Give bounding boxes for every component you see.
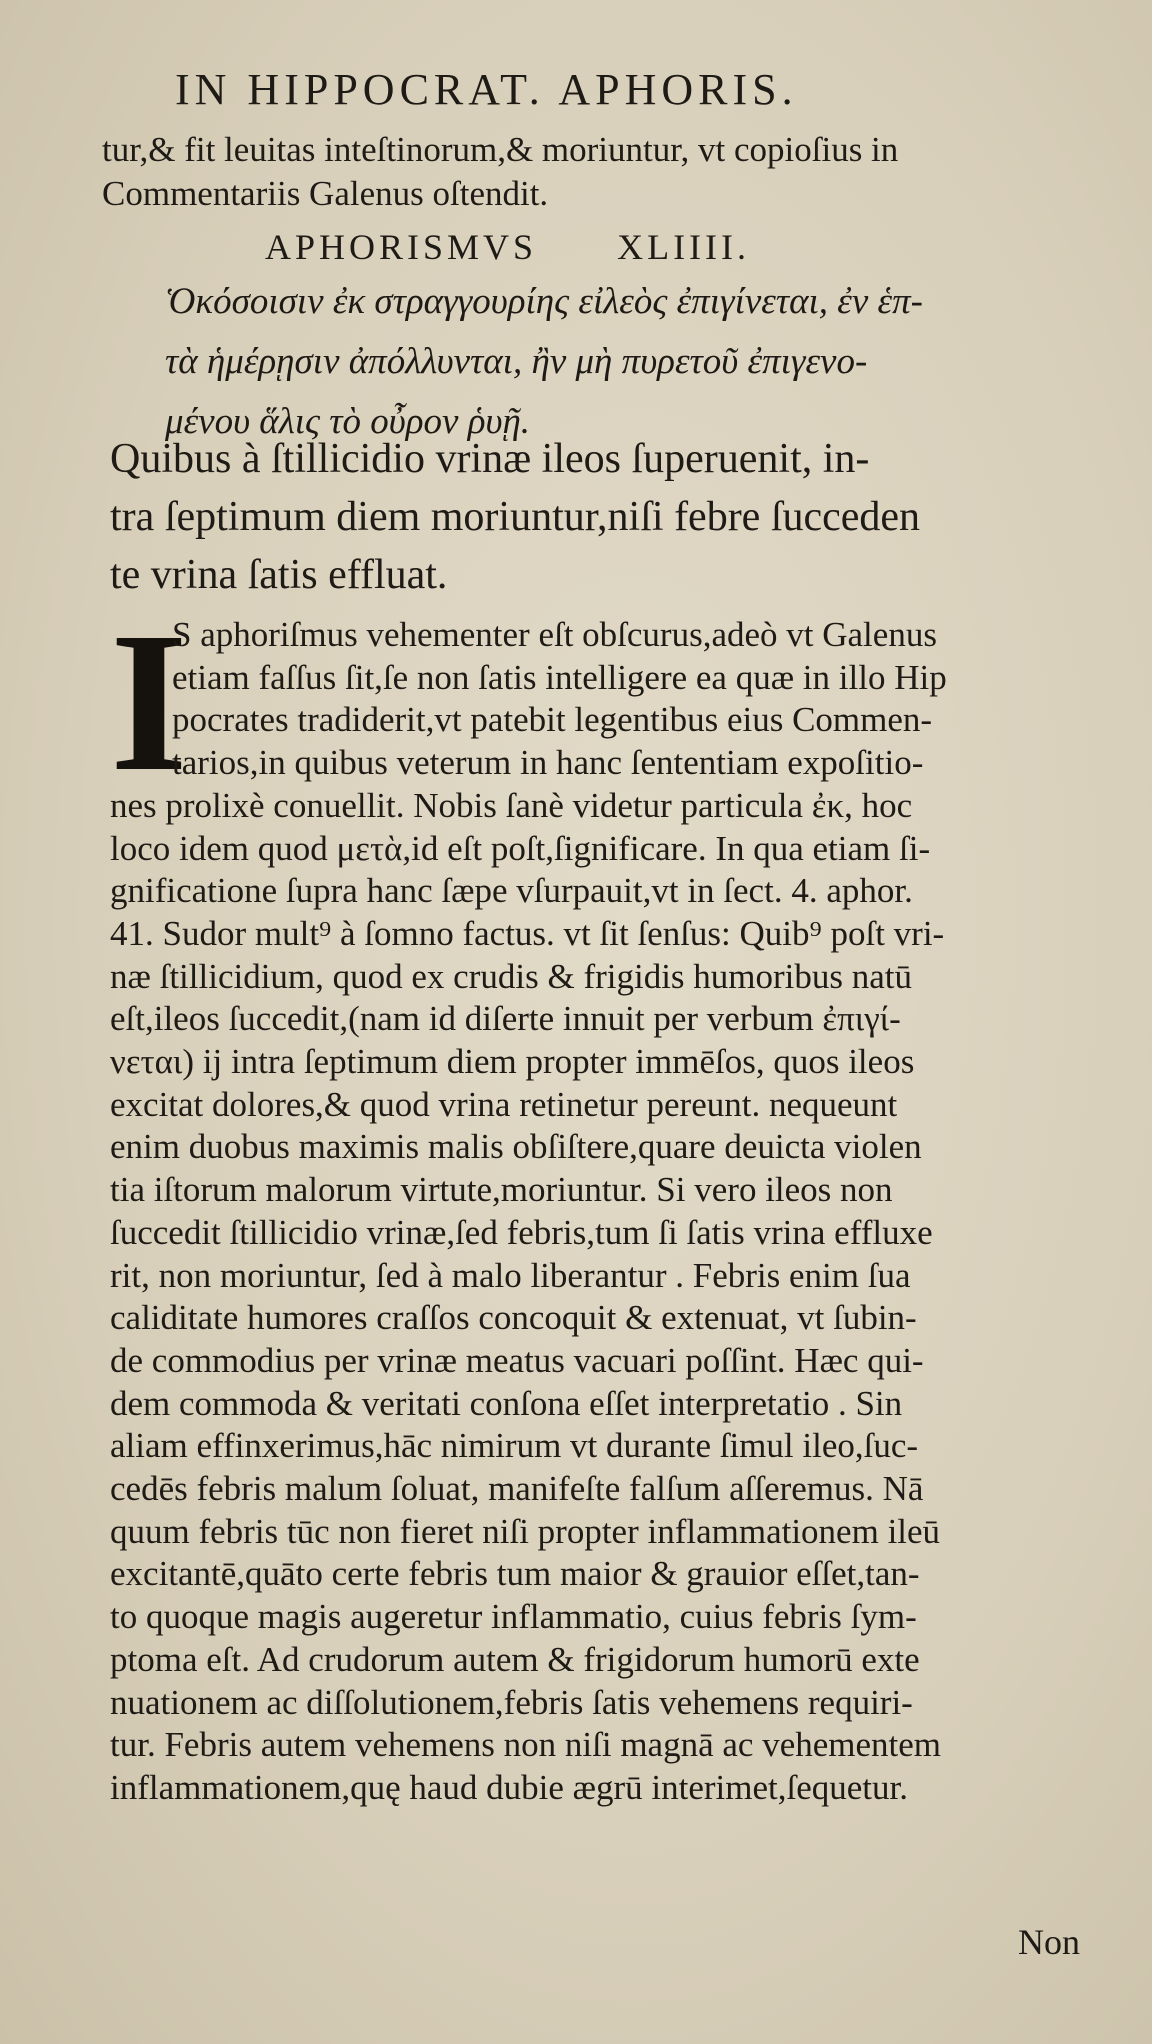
commentary-line: caliditate humores craſſos concoquit & extenuat, vt ſubin- — [110, 1298, 917, 1338]
commentary-line: tarios,in quibus veterum in hanc ſententiam expoſitio- — [172, 743, 924, 783]
commentary-line: loco idem quod μετὰ,id eſt poſt,ſignificare. In qua etiam ſi- — [110, 828, 931, 868]
commentary-line: enim duobus maximis malis obſiſtere,quare deuicta violen — [110, 1127, 922, 1167]
commentary-line: excitantē,quāto certe febris tum maior & grauior eſſet,tan- — [110, 1554, 920, 1594]
commentary-line: quum febris tūc non fieret niſi propter inflammationem ileū — [110, 1511, 941, 1551]
greek-line: Ὁκόσοισιν ἐκ στραγγουρίης εἰλεὸς ἐπιγίνεται, ἐν ἑπ- — [165, 281, 923, 322]
commentary-line: ptoma eſt. Ad crudorum autem & frigidorum humorū exte — [110, 1639, 920, 1679]
commentary — [110, 614, 1092, 1810]
commentary-line: nuationem ac diſſolutionem,febris ſatis vehemens requiri- — [110, 1682, 913, 1722]
commentary-line: de commodius per vrinæ meatus vacuari poſſint. Hæc qui- — [110, 1340, 924, 1380]
aphorism-label: APHORISMVS — [265, 227, 538, 267]
commentary-line: 41. Sudor mult⁹ à ſomno factus. vt ſit ſenſus: Quib⁹ poſt vri- — [110, 913, 945, 953]
greek-line: μένου ἅλις τὸ οὖρον ῥυῇ. — [165, 401, 531, 442]
commentary-line: eſt,ileos ſuccedit,(nam id diſerte innuit per verbum ἐπιγί- — [110, 999, 901, 1039]
latin-line: Quibus à ſtillicidio vrinæ ileos ſuperuenit, in- — [110, 436, 870, 482]
commentary-line: inflammationem,quę haud dubie ægrū interimet,ſequetur. — [110, 1767, 908, 1807]
latin-line: te vrina ſatis effluat. — [110, 552, 448, 598]
commentary-line: S aphoriſmus vehementer eſt obſcurus,adeò vt Galenus — [172, 615, 937, 654]
commentary-line: ſuccedit ſtillicidio vrinæ,ſed febris,tum ſi ſatis vrina effluxe — [110, 1212, 933, 1252]
latin-aphorism — [110, 430, 1110, 604]
aphorism-heading — [265, 222, 1045, 272]
aphorism-number: XLIIII. — [617, 227, 751, 267]
commentary-line: dem commoda & veritati conſona eſſet interpretatio . Sin — [110, 1383, 903, 1423]
commentary-line: etiam faſſus ſit,ſe non ſatis intelligere ea quæ in illo Hip — [172, 657, 947, 697]
commentary-line: excitat dolores,& quod vrina retinetur pereunt. nequeunt — [110, 1084, 898, 1124]
commentary-line: tia iſtorum malorum virtute,moriuntur. Si vero ileos non — [110, 1170, 893, 1210]
drop-cap: I — [110, 592, 188, 813]
commentary-line: gnificatione ſupra hanc ſæpe vſurpauit,vt in ſect. 4. aphor. — [110, 871, 913, 911]
commentary-line: tur. Febris autem vehemens non niſi magnā ac vehementem — [110, 1725, 942, 1765]
greek-line: τὰ ἡμέρῃσιν ἀπόλλυνται, ἢν μὴ πυρετοῦ ἐπιγενο- — [165, 341, 868, 382]
latin-line: tra ſeptimum diem moriuntur,niſi febre ſucceden — [110, 494, 921, 540]
catchword: Non — [1018, 1922, 1080, 1962]
commentary-line: rit, non moriuntur, ſed à malo liberantur . Febris enim ſua — [110, 1255, 911, 1295]
greek-aphorism — [165, 272, 1085, 452]
commentary-line: cedēs febris malum ſoluat, manifeſte falſum aſſeremus. Nā — [110, 1469, 924, 1509]
continuation-text — [102, 128, 1092, 216]
text-line: tur,& fit leuitas inteſtinorum,& moriuntur, vt copioſius in — [102, 130, 899, 169]
commentary-line: to quoque magis augeretur inflammatio, cuius febris ſym- — [110, 1597, 917, 1637]
running-head: IN HIPPOCRAT. APHORIS. — [175, 65, 798, 114]
commentary-line: pocrates tradiderit,vt patebit legentibus eius Commen- — [172, 700, 933, 740]
commentary-line: næ ſtillicidium, quod ex crudis & frigidis humoribus natū — [110, 956, 913, 996]
commentary-line: νεται) ij intra ſeptimum diem propter immēſos, quos ileos — [110, 1042, 915, 1082]
commentary-line: nes prolixè conuellit. Nobis ſanè videtur particula ἐκ, hoc — [110, 785, 913, 825]
text-line: Commentariis Galenus oſtendit. — [102, 174, 549, 213]
commentary-line: aliam effinxerimus,hāc nimirum vt durante ſimul ileo,ſuc- — [110, 1426, 919, 1466]
